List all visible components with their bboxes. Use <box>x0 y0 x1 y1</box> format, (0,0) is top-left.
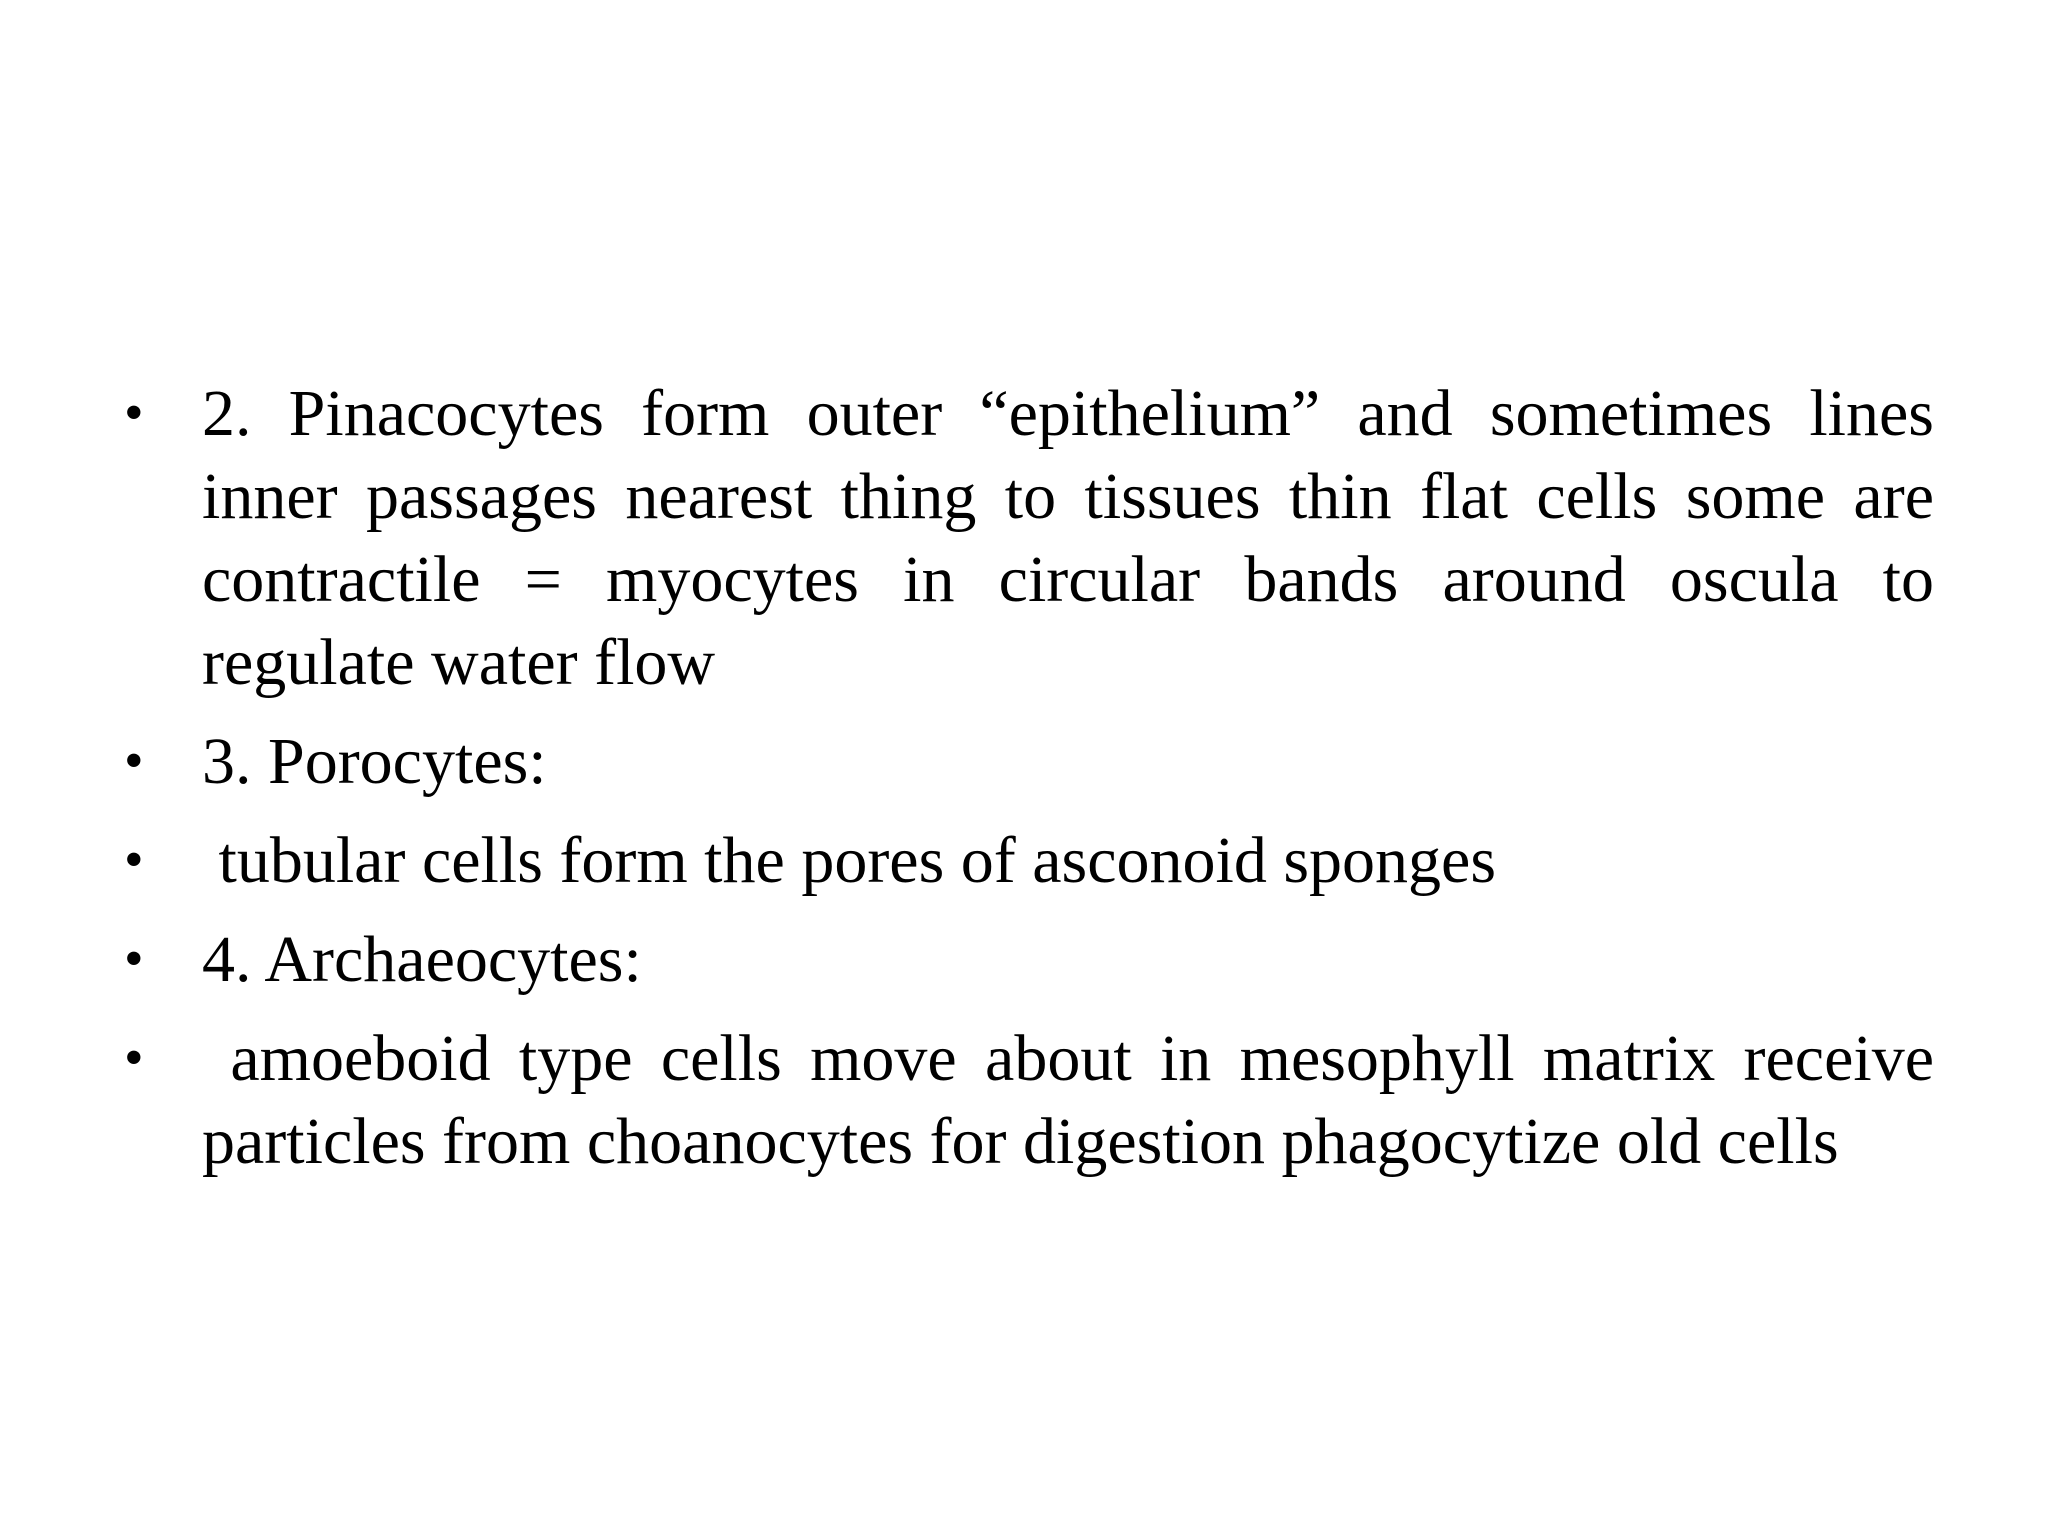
bullet-icon: • <box>124 829 144 891</box>
bullet-icon: • <box>124 928 144 990</box>
bullet-icon: • <box>124 1027 144 1089</box>
list-item-text: amoeboid type cells move about in mesophyll matrix receive particles from choanocytes for digestion phagocytize old cells <box>202 1022 1951 1178</box>
bullet-icon: • <box>124 730 144 792</box>
bullet-icon: • <box>124 382 144 444</box>
list-item-archaeocytes-description <box>118 1017 1951 1183</box>
list-item-text: tubular cells form the pores of asconoid sponges <box>202 824 1497 897</box>
bullet-list <box>118 372 1951 1199</box>
list-item-porocytes-heading <box>118 720 1934 803</box>
list-item-pinacocytes <box>118 372 1951 704</box>
list-item-archaeocytes-heading <box>118 918 1934 1001</box>
list-item-text: 2. Pinacocytes form outer “epithelium” and sometimes lines inner passages nearest thing to tissues thin flat cells some are contractile = myocytes in circular bands around oscula to regulate water flow <box>202 377 1951 699</box>
list-item-porocytes-description <box>118 819 1934 902</box>
list-item-text: 4. Archaeocytes: <box>202 923 642 996</box>
list-item-text: 3. Porocytes: <box>202 725 547 798</box>
